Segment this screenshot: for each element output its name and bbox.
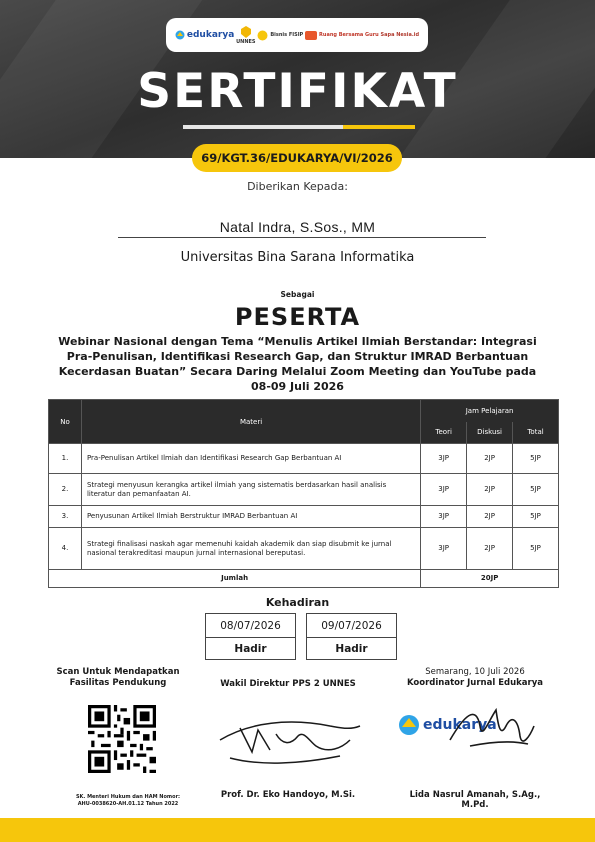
row-teori: 3JP [421,528,467,570]
attendance-status: Hadir [234,643,267,655]
sk-line2: AHU-0038620-AH.01.12 Tahun 2022 [77,801,179,807]
signing-place-date: Semarang, 10 Juli 2026 [425,667,525,677]
right-signatory-name: Lida Nasrul Amanah, S.Ag., M.Pd. [409,790,541,810]
col-header-diskusi: Diskusi [467,422,513,444]
attendance-box-day1 [205,613,296,660]
ruang-bersama-guru-logo-text: Ruang Bersama Guru [319,31,379,38]
lesson-hours-table [48,399,559,588]
right-signatory-title: Koordinator Jurnal Edukarya [406,678,543,688]
attendance-box-day2 [306,613,397,660]
scan-caption-line1: Scan Untuk Mendapatkan [56,667,180,677]
col-header-teori: Teori [421,422,467,444]
row-materi: Pra-Penulisan Artikel Ilmiah dan Identifikasi Research Gap Berbantuan AI [81,444,420,474]
row-total: 5JP [513,474,559,506]
edukarya-stamp-icon [398,714,420,736]
table-row [49,528,559,570]
sapa-nesia-logo-text: Sapa Nesia.id [380,31,420,38]
row-materi: Strategi finalisasi naskah agar memenuhi kaidah akademik dan siap disubmit ke jurnal nasional terakreditasi maupun jurnal internasional bereputasi. [81,528,420,570]
recipient-name: Natal Indra, S.Sos., MM [219,219,376,235]
footer-accent-bar [0,818,595,842]
row-total: 5JP [513,528,559,570]
table-row [49,506,559,528]
role-title: PESERTA [234,303,361,331]
attendance-date: 08/07/2026 [206,614,295,638]
col-header-no: No [49,400,82,444]
row-no: 1. [49,444,82,474]
middle-signatory-title: Wakil Direktur PPS 2 UNNES [220,679,356,689]
table-footer-row [49,570,559,588]
bisnis-fisip-logo-text: Bisnis FISIP [270,31,304,38]
col-header-total: Total [513,422,559,444]
middle-signature [210,700,370,780]
as-label: Sebagai [280,290,315,299]
edukarya-logo-text: edukarya [186,29,235,40]
name-underline [118,237,486,238]
row-diskusi: 2JP [467,444,513,474]
row-teori: 3JP [421,474,467,506]
row-diskusi: 2JP [467,474,513,506]
qr-code[interactable] [88,705,156,773]
row-teori: 3JP [421,506,467,528]
row-no: 2. [49,474,82,506]
sk-legal-note [48,794,208,808]
row-no: 3. [49,506,82,528]
ruang-bersama-guru-logo [305,31,379,40]
col-header-jam: Jam Pelajaran [421,400,559,422]
logo-bar [166,18,428,52]
certificate-header [0,0,595,158]
footer-total: 20JP [421,570,559,588]
bisnis-fisip-logo [257,30,303,41]
recipient-institution: Universitas Bina Sarana Informatika [180,250,415,265]
certificate-number: 69/KGT.36/EDUKARYA/VI/2026 [192,144,402,172]
attendance-status: Hadir [335,643,368,655]
attendance-label: Kehadiran [265,596,330,609]
row-total: 5JP [513,506,559,528]
edukarya-logo [175,30,234,40]
certificate-title: SERTIFIKAT [137,64,458,119]
row-teori: 3JP [421,444,467,474]
row-no: 4. [49,528,82,570]
row-total: 5JP [513,444,559,474]
title-underline [183,125,343,129]
unnes-logo-text: UNNES [236,38,256,45]
unnes-logo [236,26,255,45]
row-diskusi: 2JP [467,506,513,528]
table-row [49,474,559,506]
col-header-materi: Materi [81,400,420,444]
table-row [49,444,559,474]
footer-label: Jumlah [49,570,421,588]
edukarya-stamp-text: edukarya [423,717,497,733]
sk-line1: SK. Menteri Hukum dan HAM Nomor: [75,794,181,800]
row-diskusi: 2JP [467,528,513,570]
row-materi: Penyusunan Artikel Ilmiah Berstruktur IMRAD Berbantuan AI [81,506,420,528]
given-to-label: Diberikan Kepada: [247,180,348,193]
title-underline-accent [343,125,415,129]
middle-signatory-name: Prof. Dr. Eko Handoyo, M.Si. [220,790,356,800]
sapa-nesia-logo [381,33,420,38]
event-description: Webinar Nasional dengan Tema “Menulis Artikel Ilmiah Berstandar: Integrasi Pra-Penulisan, Identifikasi Research Gap, dan Struktur IMRAD Berbantuan Kecerdasan Buatan” Secara Daring Melalui Zoom Meeting dan YouTube pada 08-09 Juli 2026 [58,335,537,393]
right-signatory-block [395,667,555,689]
right-signature [440,696,540,756]
row-materi: Strategi menyusun kerangka artikel ilmiah yang sistematis berdasarkan hasil analisis literatur dan pemanfaatan AI. [81,474,420,506]
attendance-date: 09/07/2026 [307,614,396,638]
scan-caption [48,667,188,689]
scan-caption-line2: Fasilitas Pendukung [69,678,167,688]
